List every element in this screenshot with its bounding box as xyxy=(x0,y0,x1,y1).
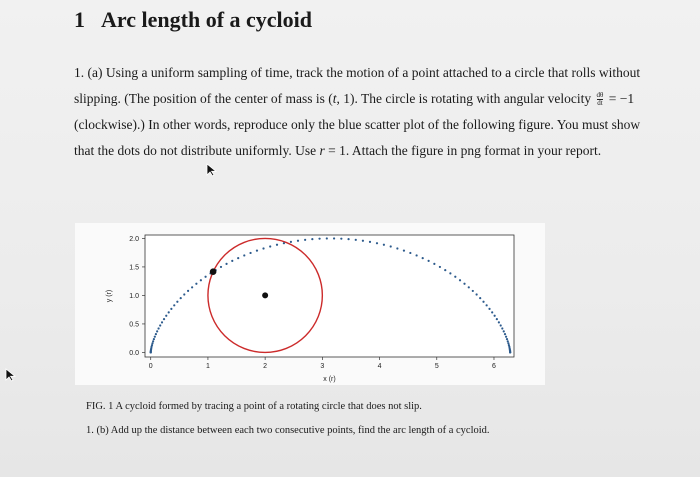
part-b-question: 1. (b) Add up the distance between each two consecutive points, find the arc length of a cycloid. xyxy=(86,425,490,436)
x-ticks xyxy=(149,357,496,370)
figure-caption: FIG. 1 A cycloid formed by tracing a point of a rotating circle that does not slip. xyxy=(86,401,422,412)
cycloid-point xyxy=(479,297,481,299)
section-title: Arc length of a cycloid xyxy=(101,7,313,32)
x-tick-label: 5 xyxy=(434,363,439,370)
cycloid-point xyxy=(180,297,182,299)
r-variable: r xyxy=(319,143,325,158)
cycloid-point xyxy=(297,240,299,242)
cycloid-point xyxy=(152,340,154,342)
cycloid-point xyxy=(326,237,328,239)
cycloid-point xyxy=(428,260,430,262)
cycloid-point xyxy=(507,340,509,342)
cycloid-point xyxy=(454,276,456,278)
cycloid-point xyxy=(486,304,488,306)
x-tick-label: 3 xyxy=(320,363,325,370)
cycloid-point xyxy=(355,239,357,241)
cycloid-point xyxy=(459,279,461,281)
problem-statement xyxy=(74,60,674,164)
cycloid-point xyxy=(168,311,170,313)
cycloid-point xyxy=(155,333,157,335)
cycloid-point xyxy=(231,260,233,262)
y-axis-label: y (r) xyxy=(106,289,113,303)
x-axis-label: x (r) xyxy=(323,376,336,383)
cycloid-point xyxy=(237,257,239,259)
section-heading xyxy=(74,7,312,33)
x-tick-label: 6 xyxy=(492,363,496,370)
x-tick-label: 2 xyxy=(263,363,268,370)
x-tick-label: 4 xyxy=(377,363,382,370)
cycloid-point xyxy=(156,330,158,332)
cycloid-point xyxy=(165,315,167,317)
cycloid-point xyxy=(433,263,435,265)
problem-line-2 xyxy=(74,86,674,112)
cycloid-point xyxy=(403,250,405,252)
pointer-cursor-icon xyxy=(5,368,17,382)
cycloid-point xyxy=(509,351,511,353)
cycloid-point xyxy=(204,276,206,278)
cycloid-point xyxy=(362,240,364,242)
cycloid-point xyxy=(472,290,474,292)
plot-frame xyxy=(145,235,514,357)
cycloid-point xyxy=(498,321,500,323)
cycloid-point xyxy=(200,279,202,281)
cycloid-point xyxy=(494,315,496,317)
cycloid-point xyxy=(396,247,398,249)
problem-line-2c: = −1 xyxy=(608,91,635,106)
cycloid-chart xyxy=(75,223,545,385)
cycloid-point xyxy=(153,338,155,340)
cycloid-point xyxy=(506,338,508,340)
y-tick-label: 1.0 xyxy=(129,292,139,300)
figure-panel xyxy=(75,223,545,385)
y-tick-label: 2.0 xyxy=(129,235,139,243)
cycloid-point xyxy=(496,318,498,320)
cycloid-point xyxy=(482,301,484,303)
cycloid-point xyxy=(311,238,313,240)
fraction-numerator: dθ xyxy=(596,91,604,100)
cycloid-point xyxy=(151,342,153,344)
problem-line-4b: = 1. Attach the figure in png format in your report. xyxy=(324,143,602,158)
cycloid-point xyxy=(159,324,161,326)
cycloid-point xyxy=(154,336,156,338)
cycloid-point xyxy=(500,324,502,326)
x-tick-label: 1 xyxy=(205,363,210,370)
section-number: 1 xyxy=(74,7,85,32)
cycloid-point xyxy=(187,290,189,292)
cycloid-point xyxy=(444,269,446,271)
cycloid-point xyxy=(347,238,349,240)
cycloid-point xyxy=(449,272,451,274)
cycloid-point xyxy=(503,330,505,332)
problem-line-4 xyxy=(74,138,674,164)
caption-block xyxy=(86,395,686,443)
cycloid-point xyxy=(383,244,385,246)
tracing-point xyxy=(210,268,217,275)
problem-line-2b: , 1). The circle is rotating with angular velocity xyxy=(336,91,592,106)
cycloid-point xyxy=(290,241,292,243)
problem-line-2a: slipping. (The position of the center of mass is ( xyxy=(74,91,333,106)
cycloid-point xyxy=(157,327,159,329)
cycloid-point xyxy=(191,286,193,288)
cycloid-point xyxy=(256,250,258,252)
y-tick-label: 0.0 xyxy=(129,349,139,357)
cycloid-point xyxy=(488,308,490,310)
cycloid-point xyxy=(463,283,465,285)
circle-center-point xyxy=(262,292,268,298)
cycloid-point xyxy=(376,242,378,244)
cycloid-point xyxy=(276,244,278,246)
cycloid-point xyxy=(173,304,175,306)
pointer-cursor-icon xyxy=(206,163,218,177)
cycloid-point xyxy=(170,308,172,310)
dtheta-dt-fraction xyxy=(597,92,604,107)
cycloid-point xyxy=(176,301,178,303)
cycloid-point xyxy=(422,257,424,259)
problem-line-4a: that the dots do not distribute uniformly. Use xyxy=(74,143,320,158)
cycloid-point xyxy=(333,237,335,239)
cycloid-point xyxy=(504,333,506,335)
cycloid-point xyxy=(390,245,392,247)
cycloid-point xyxy=(195,283,197,285)
cycloid-point xyxy=(225,263,227,265)
cycloid-point xyxy=(501,327,503,329)
y-ticks xyxy=(129,236,145,357)
cycloid-point xyxy=(243,254,245,256)
x-tick-label: 0 xyxy=(148,363,153,370)
cycloid-point xyxy=(439,266,441,268)
fraction-denominator: dt xyxy=(597,99,603,108)
problem-line-1: 1. (a) Using a uniform sampling of time, track the motion of a point attached to a circle that rolls without xyxy=(74,65,641,80)
cycloid-point xyxy=(151,344,153,346)
cycloid-point xyxy=(491,311,493,313)
cycloid-point xyxy=(340,238,342,240)
y-tick-label: 1.5 xyxy=(129,264,139,272)
cycloid-point xyxy=(283,242,285,244)
t-variable: t xyxy=(332,91,337,106)
cycloid-point xyxy=(304,239,306,241)
cycloid-point xyxy=(318,238,320,240)
cycloid-point xyxy=(163,318,165,320)
cycloid-point xyxy=(507,342,509,344)
cycloid-point xyxy=(269,245,271,247)
cycloid-point xyxy=(416,254,418,256)
cycloid-point xyxy=(220,266,222,268)
cycloid-point xyxy=(409,252,411,254)
cycloid-point xyxy=(262,247,264,249)
cycloid-point xyxy=(505,336,507,338)
cycloid-point xyxy=(161,321,163,323)
cycloid-point xyxy=(476,293,478,295)
cycloid-point xyxy=(183,293,185,295)
cycloid-point xyxy=(369,241,371,243)
problem-line-3: (clockwise).) In other words, reproduce only the blue scatter plot of the following figure. You must show xyxy=(74,117,641,132)
cycloid-point xyxy=(249,252,251,254)
cycloid-point xyxy=(468,286,470,288)
y-tick-label: 0.5 xyxy=(129,321,139,329)
